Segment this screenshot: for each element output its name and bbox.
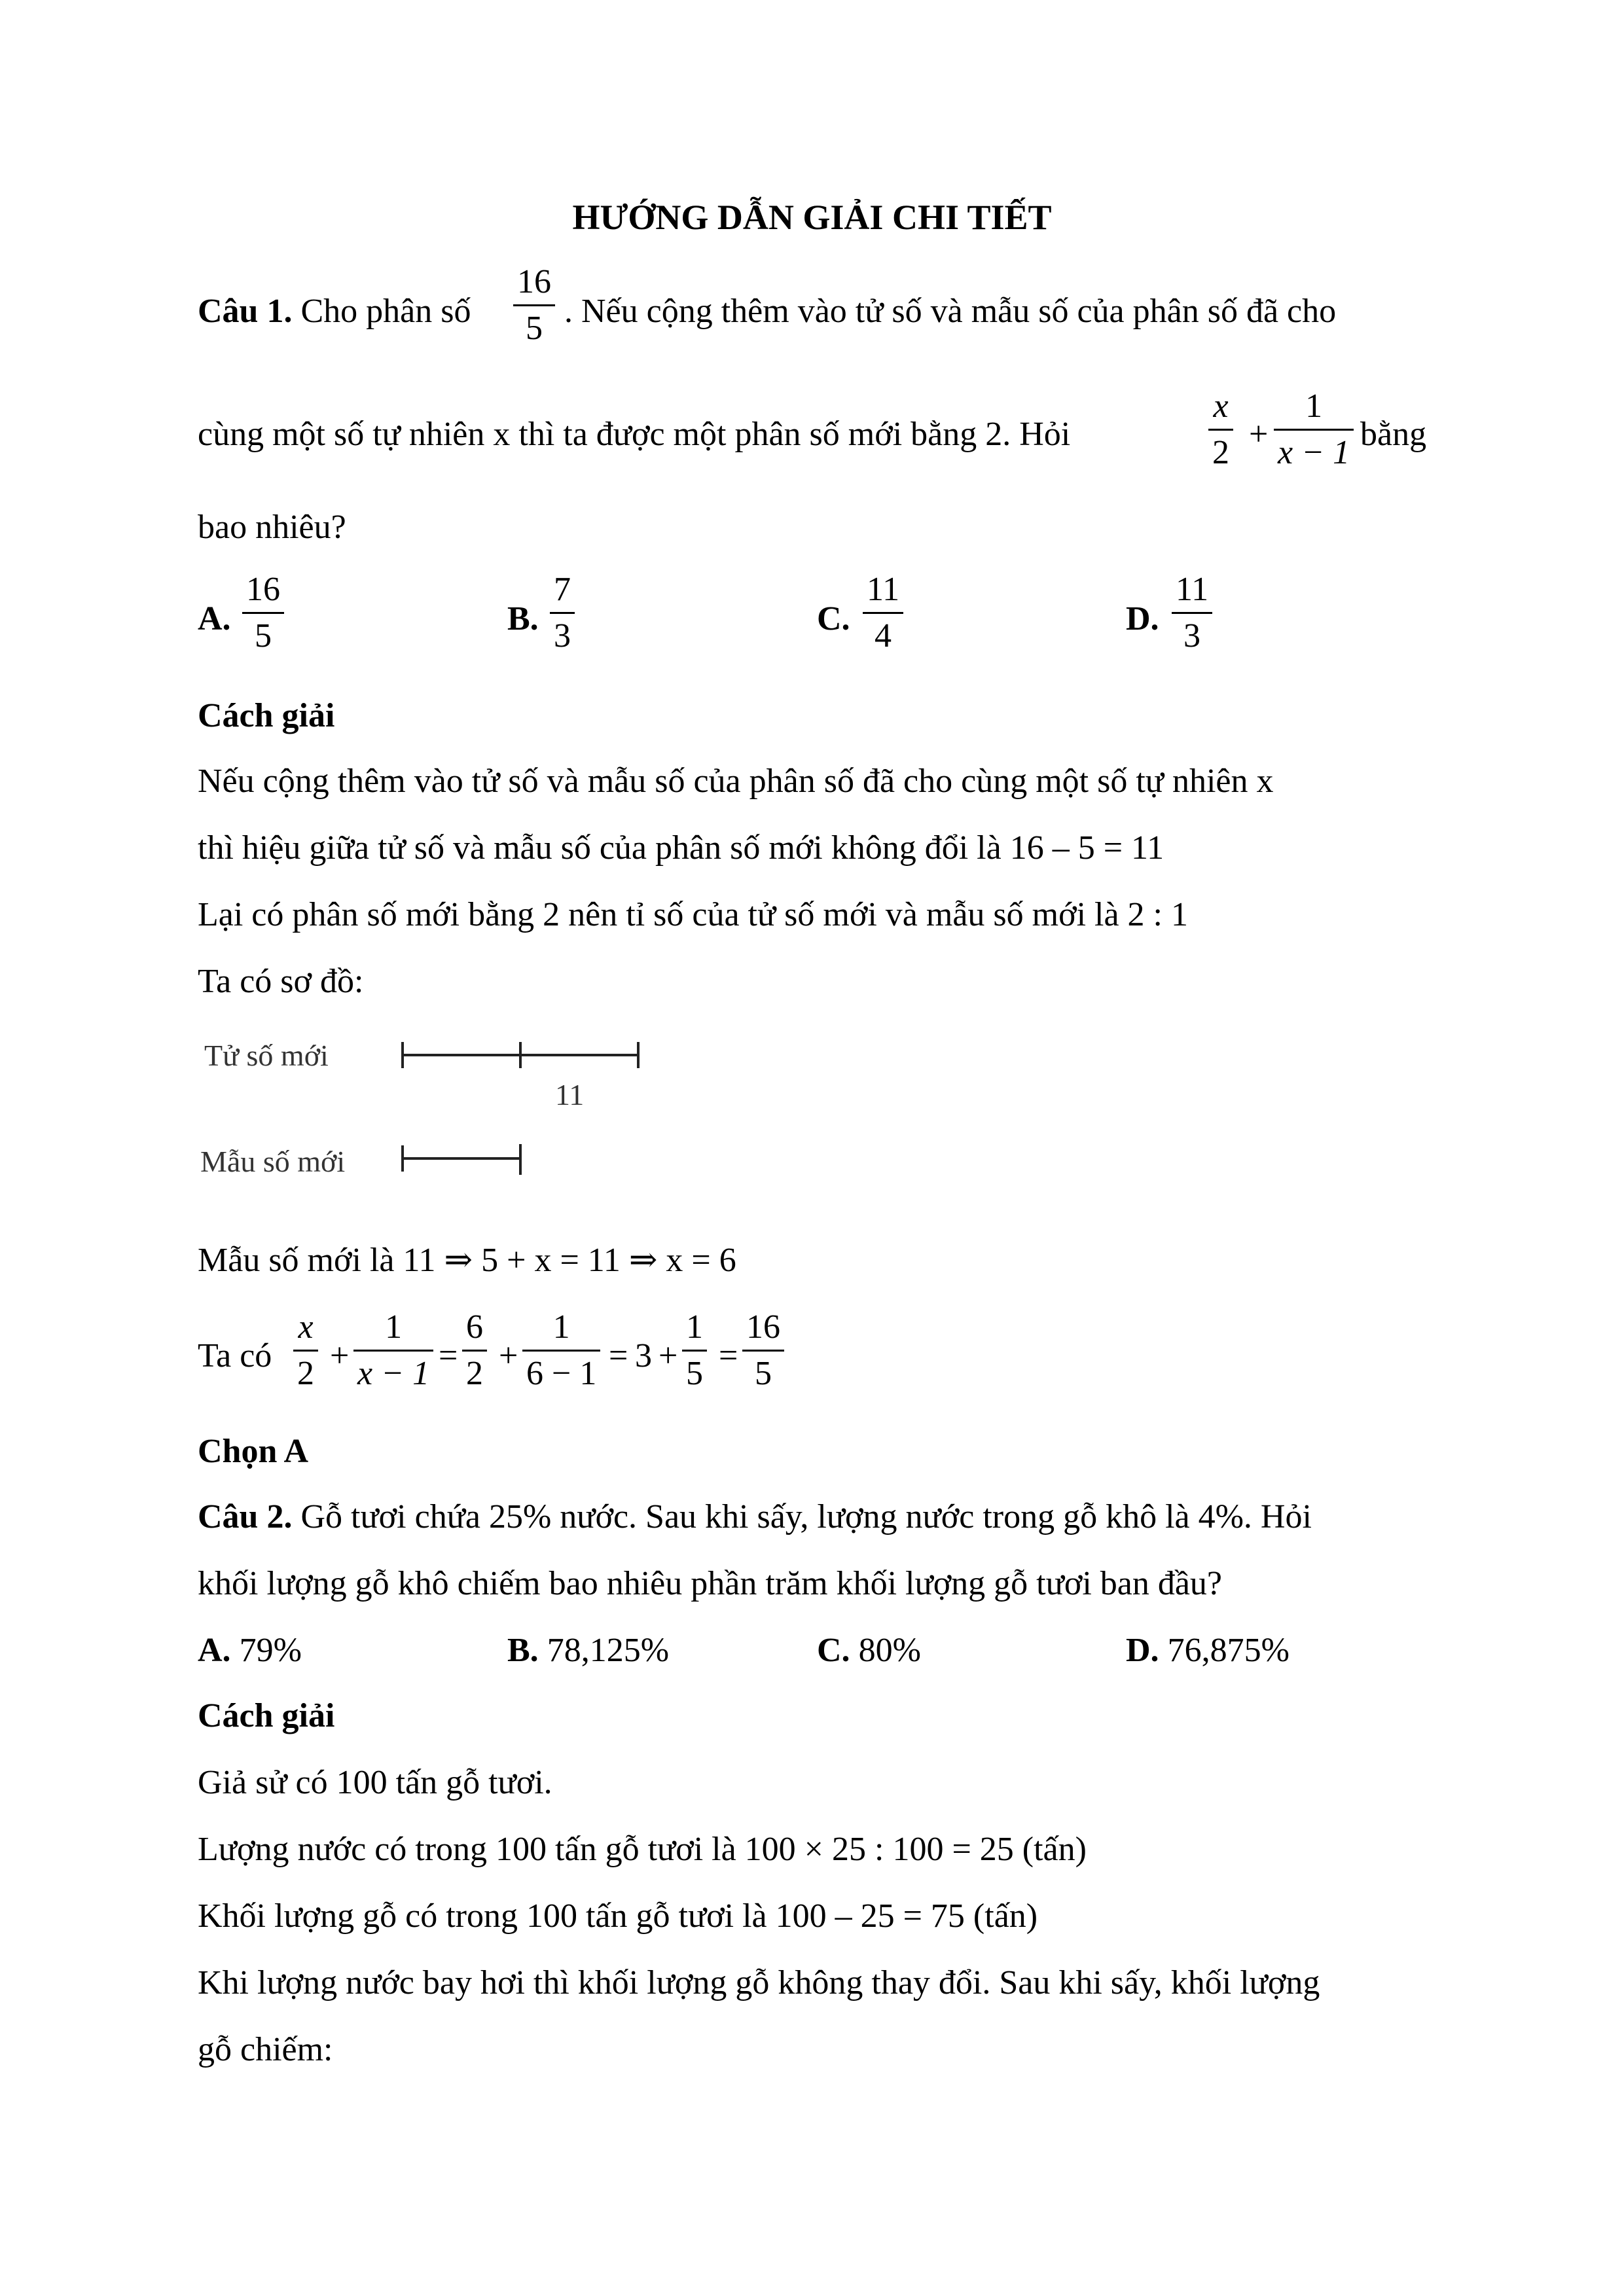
q1-expr-1: 1 (1305, 387, 1323, 425)
calc-six: 6 (466, 1308, 483, 1346)
diagram-row1-label: Tử số mới (204, 1039, 329, 1072)
q1-sol-line4: Ta có sơ đồ: (198, 963, 364, 1000)
calc-xm1: x − 1 (353, 1350, 433, 1391)
q2-sol-line3: Khối lượng gỗ có trong 100 tấn gỗ tươi là 100 – 25 = 75 (tấn) (198, 1897, 1038, 1935)
q2-option-b (507, 1634, 669, 1668)
q2-option-c-value: 80% (858, 1632, 921, 1669)
q2-line1 (198, 1500, 1312, 1534)
q2-option-a (198, 1634, 302, 1668)
q1-expr-frac1 (1208, 389, 1233, 470)
calc-sixteen: 16 (746, 1308, 780, 1346)
q2-text2: khối lượng gỗ khô chiếm bao nhiêu phần trăm khối lượng gỗ tươi ban đầu? (198, 1565, 1223, 1602)
q2-sol-line5: gỗ chiếm: (198, 2031, 333, 2068)
q1-sol-line1: Nếu cộng thêm vào tử số và mẫu số của phân số đã cho cùng một số tự nhiên x (198, 762, 1274, 800)
q2-text1: Gỗ tươi chứa 25% nước. Sau khi sấy, lượng nước trong gỗ khô là 4%. Hỏi (300, 1498, 1312, 1535)
q1-option-c-frac (863, 573, 903, 653)
calc-plus-3: + (659, 1337, 678, 1374)
q1-text3: bao nhiêu? (198, 509, 346, 546)
calc-two: 2 (293, 1350, 318, 1391)
q1-sol-line3: Lại có phân số mới bằng 2 nên tỉ số của tử số mới và mẫu số mới là 2 : 1 (198, 896, 1189, 933)
calc-sixm1: 6 − 1 (522, 1350, 600, 1391)
q1-sol-line5: Mẫu số mới là 11 ⇒ 5 + x = 11 ⇒ x = 6 (198, 1242, 736, 1279)
q1-label: Câu 1. (198, 293, 293, 330)
q1-calc-prefix: Ta có (198, 1337, 272, 1374)
q1-option-c-num: 11 (867, 571, 900, 608)
diagram-segment-value: 11 (555, 1078, 585, 1111)
q1-option-a-num: 16 (246, 571, 280, 608)
q1-option-a-frac (242, 573, 284, 653)
q1-line1 (198, 295, 471, 329)
q1-option-c-den: 4 (863, 612, 903, 653)
calc-frac-1-6m1 (522, 1310, 600, 1391)
q2-option-d (1126, 1634, 1290, 1668)
q2-option-c (817, 1634, 921, 1668)
calc-two-b: 2 (462, 1350, 487, 1391)
q1-option-d-den: 3 (1172, 612, 1212, 653)
page-title: HƯỚNG DẪN GIẢI CHI TIẾT (572, 198, 1052, 237)
q2-label: Câu 2. (198, 1498, 293, 1535)
calc-frac-1-5 (682, 1310, 707, 1391)
q1-expr-x: x (1213, 387, 1229, 425)
q2-option-a-value: 79% (239, 1632, 302, 1669)
q1-option-d-label: D. (1126, 600, 1159, 637)
q2-sol-line1: Giả sử có 100 tấn gỗ tươi. (198, 1764, 552, 1801)
calc-one-a: 1 (385, 1308, 403, 1346)
q2-sol-line4: Khi lượng nước bay hơi thì khối lượng gỗ không thay đổi. Sau khi sấy, khối lượng (198, 1964, 1320, 2001)
calc-frac-x-2 (293, 1310, 318, 1391)
calc-eq-2: = (609, 1337, 628, 1374)
q2-option-b-value: 78,125% (547, 1632, 670, 1669)
q1-frac-den: 5 (513, 304, 555, 346)
q2-option-c-label: C. (817, 1632, 850, 1669)
calc-x: x (298, 1308, 314, 1346)
q1-option-b-label: B. (507, 600, 539, 637)
q1-option-b-den: 3 (550, 612, 575, 653)
q1-solution-heading: Cách giải (198, 697, 335, 734)
calc-eq-1: = (439, 1337, 458, 1374)
calc-one-c: 1 (686, 1308, 703, 1346)
q1-expr-frac2 (1274, 389, 1354, 470)
calc-plus-2: + (499, 1337, 518, 1374)
q1-option-a-den: 5 (242, 612, 284, 653)
q2-sol-line2: Lượng nước có trong 100 tấn gỗ tươi là 100 × 25 : 100 = 25 (tấn) (198, 1831, 1087, 1868)
calc-five-b: 5 (742, 1350, 784, 1391)
calc-plus-1: + (330, 1337, 350, 1374)
q2-option-b-label: B. (507, 1632, 539, 1669)
q1-fraction (513, 265, 555, 346)
q2-solution-heading: Cách giải (198, 1697, 335, 1734)
q1-sol-line2: thì hiệu giữa tử số và mẫu số của phân số mới không đổi là 16 – 5 = 11 (198, 829, 1164, 867)
q1-expr-2: 2 (1208, 429, 1233, 470)
calc-five-a: 5 (682, 1350, 707, 1391)
q2-option-d-label: D. (1126, 1632, 1159, 1669)
q2-option-d-value: 76,875% (1167, 1632, 1290, 1669)
q1-option-b-frac (550, 573, 575, 653)
q2-option-a-label: A. (198, 1632, 231, 1669)
calc-one-b: 1 (552, 1308, 570, 1346)
q1-expr-xm1: x − 1 (1274, 429, 1354, 470)
segment-diagram (393, 1028, 655, 1198)
q1-option-c-label: C. (817, 600, 850, 637)
calc-frac-1-xm1 (353, 1310, 433, 1391)
q1-text2a: cùng một số tự nhiên x thì ta được một phân số mới bằng 2. Hỏi (198, 416, 1071, 453)
q1-option-b-num: 7 (554, 571, 571, 608)
calc-frac-6-2 (462, 1310, 487, 1391)
q1-option-d-num: 11 (1176, 571, 1209, 608)
q1-expr-plus: + (1249, 416, 1269, 453)
q1-text2b: bằng (1360, 416, 1427, 453)
q1-frac-num: 16 (517, 263, 551, 300)
q1-answer: Chọn A (198, 1433, 309, 1470)
diagram-row2-label: Mẫu số mới (200, 1145, 346, 1178)
calc-eq-3: = (719, 1337, 738, 1374)
calc-frac-16-5 (742, 1310, 784, 1391)
q1-option-d-frac (1172, 573, 1212, 653)
calc-three: 3 (635, 1337, 652, 1374)
q1-option-a-label: A. (198, 600, 231, 637)
q1-text1a: Cho phân số (300, 293, 471, 330)
q1-text1b: . Nếu cộng thêm vào tử số và mẫu số của phân số đã cho (564, 293, 1337, 330)
